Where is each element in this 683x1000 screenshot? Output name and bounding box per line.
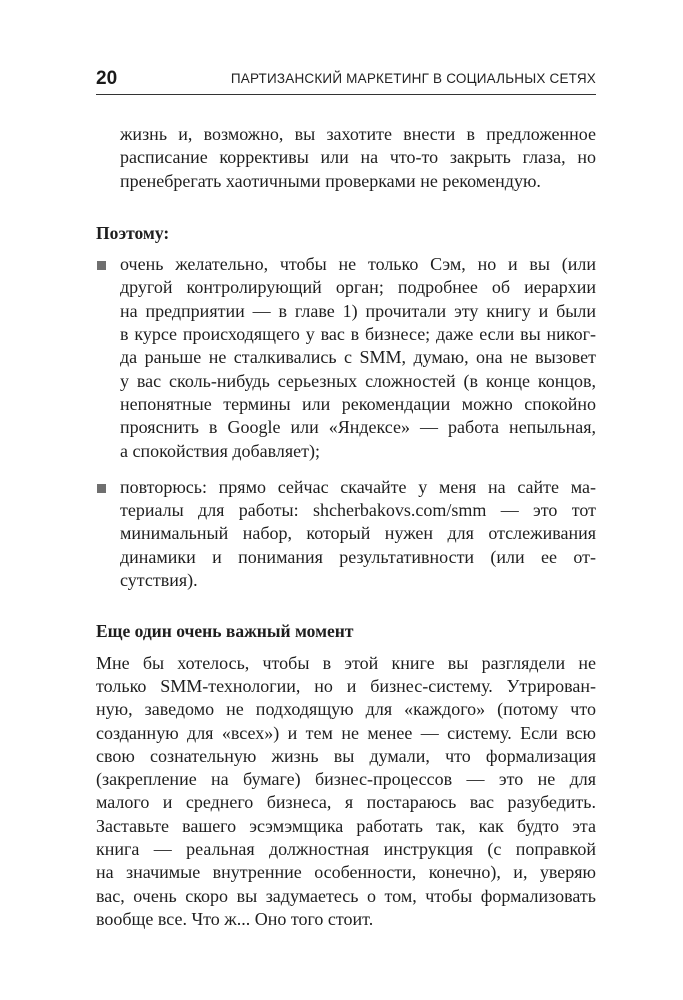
text-line: ную, заведомо не подходящую для «каждого» (потому что — [96, 699, 596, 720]
text-line: на значимые внутренние особенности, конечно), и, уверяю — [96, 862, 596, 883]
text-line: вас, очень скоро вы задумаетесь о том, чтобы формализовать — [96, 885, 596, 906]
text-line: Мне бы хотелось, чтобы в этой книге вы разглядели не — [96, 652, 596, 673]
text-line: жизнь и, возможно, вы захотите внести в предложенное — [120, 124, 596, 144]
square-bullet-icon — [97, 261, 106, 270]
text-line: прояснить в Google или «Яндексе» — работа непыльная, — [120, 417, 596, 438]
text-line: свою сознательную жизнь вы думали, что формализация — [96, 745, 596, 766]
running-title: ПАРТИЗАНСКИЙ МАРКЕТИНГ В СОЦИАЛЬНЫХ СЕТЯХ — [230, 71, 596, 86]
text-line: пренебрегать хаотичными проверками не рекомендую. — [120, 170, 541, 191]
text-line: минимальный набор, который нужен для отслеживания — [120, 523, 596, 544]
page-header — [96, 66, 596, 95]
page-number: 20 — [96, 68, 118, 89]
text-line: только SMM-технологии, но и бизнес-систему. Утрирован- — [96, 675, 596, 696]
text-line: повторюсь: прямо сейчас скачайте у меня на сайте ма- — [120, 476, 596, 497]
body-paragraph — [96, 652, 596, 932]
text-line: книга — реальная должностная инструкция (с поправкой — [96, 839, 596, 860]
text-line: териалы для работы: shcherbakovs.com/smm — это тот — [120, 500, 596, 521]
text-line: другой контролирующий орган; подробнее об иерархии — [120, 277, 596, 298]
text-line: на предприятии — в главе 1) прочитали эту книгу и были — [120, 300, 596, 321]
text-line: у вас сколь-нибудь серьезных сложностей (в конце концов, — [120, 370, 596, 391]
text-line: непонятные термины или рекомендации можно спокойно — [120, 393, 596, 414]
text-line: в курсе происходящего у вас в бизнесе; даже если вы никог- — [120, 324, 596, 345]
square-bullet-icon — [97, 484, 106, 493]
page-content — [96, 123, 596, 931]
text-line: расписание коррективы или на что-то закрыть глаза, но — [120, 147, 596, 168]
text-line: (закрепление на бумаге) бизнес-процессов — это не для — [96, 769, 596, 790]
section-heading: Поэтому: — [96, 222, 170, 243]
text-line: очень желательно, чтобы не только Сэм, но и вы (или — [120, 254, 596, 275]
list-item — [96, 476, 596, 592]
text-line: а спокойствия добавляет); — [120, 440, 321, 461]
text-line: созданную для «всех») и тем не менее — систему. Если всю — [96, 722, 596, 743]
text-line: динамики и понимания результативности (или ее от- — [120, 546, 596, 567]
text-line: да раньше не сталкивались с SMM, думаю, она не вызовет — [120, 347, 596, 368]
text-line: Заставьте вашего эсэмэмщика работать так, как будто эта — [96, 815, 596, 836]
section-heading: Еще один очень важный момент — [96, 621, 354, 642]
text-line: сутствия). — [120, 570, 198, 591]
text-line: малого и среднего бизнеса, я постараюсь вас разубедить. — [96, 792, 596, 813]
text-line: вообще все. Что ж... Оно того стоит. — [96, 908, 374, 929]
intro-paragraph — [96, 123, 596, 193]
bullet-list — [96, 253, 596, 592]
list-item — [96, 253, 596, 463]
